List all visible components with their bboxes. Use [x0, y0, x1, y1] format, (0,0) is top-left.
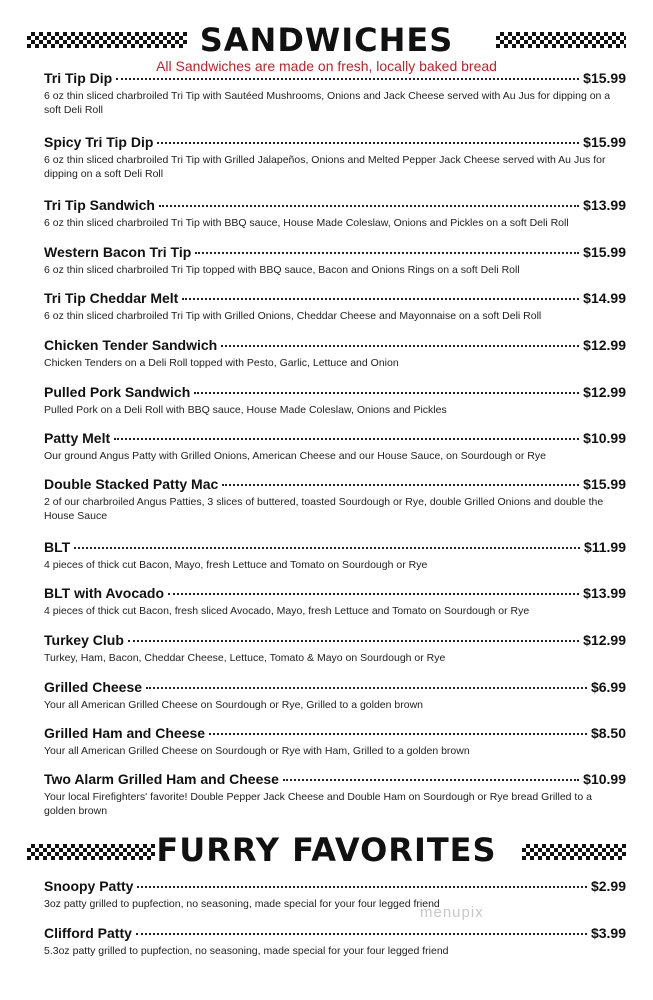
item-description: Your all American Grilled Cheese on Sourdough or Rye, Grilled to a golden brown [44, 699, 423, 711]
item-name: Tri Tip Dip [44, 70, 113, 86]
item-name: Tri Tip Cheddar Melt [44, 290, 179, 306]
dotted-leader [222, 484, 579, 486]
item-description: Our ground Angus Patty with Grilled Onions, American Cheese and our House Sauce, on Sourdough or Rye [44, 450, 546, 462]
dotted-leader [182, 298, 579, 300]
item-name: Spicy Tri Tip Dip [44, 134, 154, 150]
menu-item [44, 134, 626, 181]
checker-strip-right [522, 844, 626, 860]
item-name: BLT with Avocado [44, 585, 165, 601]
item-price: $14.99 [583, 290, 626, 306]
dotted-leader [221, 345, 579, 347]
item-price: $3.99 [590, 925, 626, 941]
item-price: $8.50 [590, 725, 626, 741]
item-description: 6 oz thin sliced charbroiled Tri Tip with Sautéed Mushrooms, Onions and Jack Cheese served with Au Jus for dipping on a soft Deli Roll [44, 90, 611, 116]
menu-item [44, 70, 626, 117]
item-name: Double Stacked Patty Mac [44, 476, 219, 492]
dotted-leader [157, 142, 579, 144]
dotted-leader [146, 687, 587, 689]
dotted-leader [128, 640, 579, 642]
item-name: Chicken Tender Sandwich [44, 337, 218, 353]
item-price: $13.99 [583, 197, 626, 213]
menu-item [44, 197, 626, 230]
dotted-leader [136, 933, 587, 935]
menu-item [44, 384, 626, 417]
item-price: $10.99 [583, 430, 626, 446]
item-name: BLT [44, 539, 71, 555]
furry-favorites-title: FURRY FAVORITES [156, 831, 497, 869]
menu-item [44, 430, 626, 463]
item-description: 6 oz thin sliced charbroiled Tri Tip topped with BBQ sauce, Bacon and Onions Rings on a soft Deli Roll [44, 264, 520, 276]
item-description: 6 oz thin sliced charbroiled Tri Tip with Grilled Jalapeños, Onions and Melted Pepper Jack Cheese served with Au Jus for dipping on a soft Deli Roll [44, 154, 606, 180]
dotted-leader [209, 733, 587, 735]
item-name: Patty Melt [44, 430, 111, 446]
menu-item [44, 337, 626, 370]
item-price: $15.99 [583, 134, 626, 150]
sandwiches-header [0, 20, 653, 60]
menu-item [44, 878, 626, 911]
item-name: Grilled Cheese [44, 679, 143, 695]
item-description: 2 of our charbroiled Angus Patties, 3 slices of buttered, toasted Sourdough or Rye, double Grilled Onions and double the House Sauce [44, 496, 604, 522]
menu-item [44, 290, 626, 323]
item-name: Western Bacon Tri Tip [44, 244, 192, 260]
menu-item [44, 476, 626, 523]
item-description: 3oz patty grilled to pupfection, no seasoning, made special for your four legged friend [44, 898, 440, 910]
item-price: $12.99 [583, 384, 626, 400]
item-name: Clifford Patty [44, 925, 132, 941]
dotted-leader [74, 547, 580, 549]
sandwiches-title: SANDWICHES [199, 21, 454, 59]
menu-item [44, 925, 626, 958]
item-name: Two Alarm Grilled Ham and Cheese [44, 771, 279, 787]
menu-item [44, 539, 626, 572]
item-price: $15.99 [583, 244, 626, 260]
item-price: $2.99 [590, 878, 626, 894]
item-description: Your local Firefighters' favorite! Double Pepper Jack Cheese and Double Ham on Sourdough or Rye bread Grilled to a golden brown [44, 791, 592, 817]
furry-favorites-header [0, 830, 653, 870]
item-price: $10.99 [583, 771, 626, 787]
item-description: 6 oz thin sliced charbroiled Tri Tip with BBQ sauce, House Made Coleslaw, Onions and Pickles on a soft Deli Roll [44, 217, 569, 229]
item-description: Your all American Grilled Cheese on Sourdough or Rye with Ham, Grilled to a golden brown [44, 745, 470, 757]
dotted-leader [116, 78, 579, 80]
watermark: menupix [420, 904, 484, 921]
menu-item [44, 725, 626, 758]
item-price: $12.99 [583, 632, 626, 648]
menu-item [44, 585, 626, 618]
menu-item [44, 679, 626, 712]
item-name: Tri Tip Sandwich [44, 197, 155, 213]
item-price: $6.99 [590, 679, 626, 695]
checker-strip-right [496, 32, 626, 48]
dotted-leader [159, 205, 579, 207]
dotted-leader [195, 252, 579, 254]
menu-item [44, 244, 626, 277]
sandwiches-subtitle: All Sandwiches are made on fresh, locally baked bread [156, 58, 497, 74]
item-price: $13.99 [583, 585, 626, 601]
dotted-leader [137, 886, 586, 888]
item-description: 4 pieces of thick cut Bacon, Mayo, fresh Lettuce and Tomato on Sourdough or Rye [44, 559, 428, 571]
dotted-leader [168, 593, 579, 595]
item-price: $15.99 [583, 70, 626, 86]
item-name: Turkey Club [44, 632, 124, 648]
item-price: $12.99 [583, 337, 626, 353]
item-description: Turkey, Ham, Bacon, Cheddar Cheese, Lettuce, Tomato & Mayo on Sourdough or Rye [44, 652, 446, 664]
item-price: $11.99 [583, 539, 626, 555]
item-description: 4 pieces of thick cut Bacon, fresh sliced Avocado, Mayo, fresh Lettuce and Tomato on Sourdough or Rye [44, 605, 530, 617]
item-name: Snoopy Patty [44, 878, 134, 894]
item-name: Grilled Ham and Cheese [44, 725, 206, 741]
item-description: Pulled Pork on a Deli Roll with BBQ sauce, House Made Coleslaw, Onions and Pickles [44, 404, 447, 416]
item-price: $15.99 [583, 476, 626, 492]
item-description: 5.3oz patty grilled to pupfection, no seasoning, made special for your four legged friend [44, 945, 449, 957]
dotted-leader [283, 779, 579, 781]
item-description: 6 oz thin sliced charbroiled Tri Tip with Grilled Onions, Cheddar Cheese and Mayonnaise on a soft Deli Roll [44, 310, 542, 322]
dotted-leader [194, 392, 579, 394]
menu-item [44, 632, 626, 665]
menu-item [44, 771, 626, 818]
item-description: Chicken Tenders on a Deli Roll topped with Pesto, Garlic, Lettuce and Onion [44, 357, 399, 369]
dotted-leader [114, 438, 579, 440]
item-name: Pulled Pork Sandwich [44, 384, 191, 400]
